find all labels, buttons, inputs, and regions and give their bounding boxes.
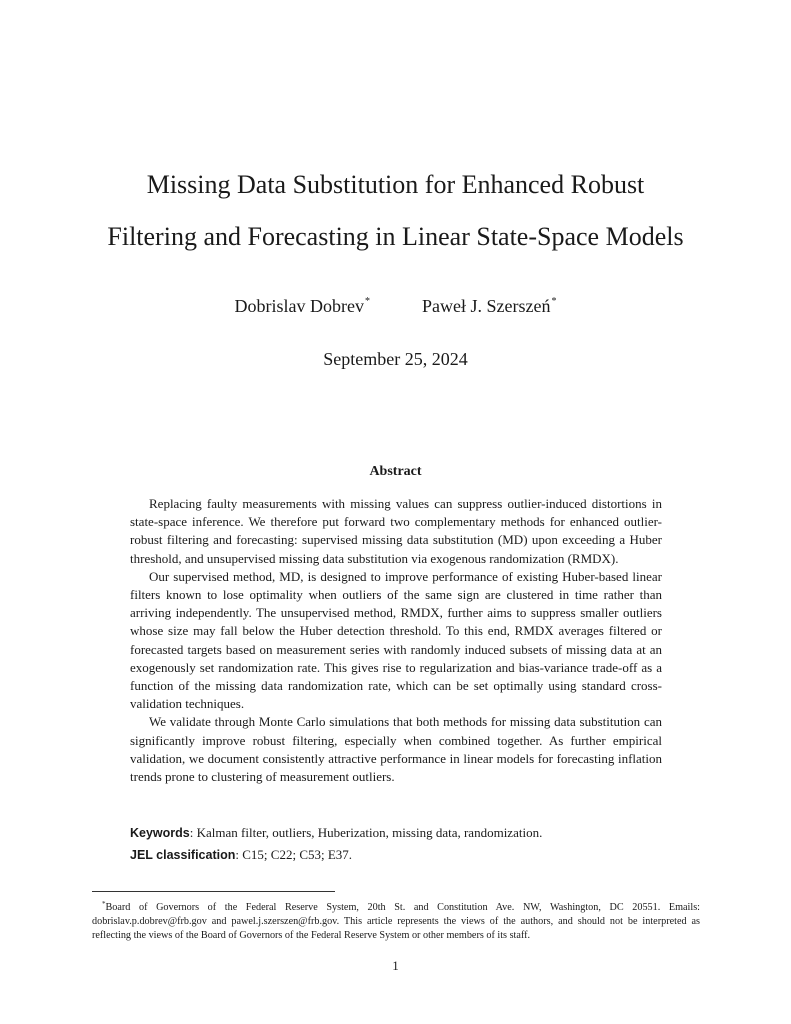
author-name: Paweł J. Szerszeń: [422, 296, 551, 316]
keywords-line: Keywords: Kalman filter, outliers, Huberization, missing data, randomization.: [130, 825, 543, 840]
paper-title-line-2: Filtering and Forecasting in Linear State-Space Models: [107, 222, 684, 251]
footnote: [92, 897, 700, 943]
keywords-block: [130, 822, 730, 866]
abstract-paragraph: We validate through Monte Carlo simulations that both methods for missing data substitution can significantly improve robust filtering, especially when combined together. As further empirical validation, we document consistently attractive performance in linear models for forecasting inflation trends prone to clustering of measurement outliers.: [130, 714, 662, 785]
footnote-paragraph: [92, 897, 700, 943]
abstract-body: [130, 495, 662, 786]
abstract-heading: Abstract: [369, 464, 422, 479]
jel-label: JEL classification: [130, 848, 236, 862]
paper-title-line-1: Missing Data Substitution for Enhanced Robust: [146, 170, 645, 199]
jel-value: C15; C22; C53; E37.: [242, 847, 353, 862]
keywords-value: Kalman filter, outliers, Huberization, missing data, randomization.: [196, 825, 543, 840]
author-footnote-mark: *: [551, 296, 557, 307]
jel-line: JEL classification: C15; C22; C53; E37.: [130, 847, 353, 862]
author-footnote-mark: *: [365, 296, 370, 307]
abstract-paragraph: Replacing faulty measurements with missing values can suppress outlier-induced distortions in state-space inference. We therefore put forward two complementary methods for enhanced outlier-robust filtering and forecasting: supervised missing data substitution (MD) upon exceeding a Huber threshold, and unsupervised missing data substitution via exogenous randomization (RMDX).: [130, 496, 662, 566]
footnote-mark: *: [102, 900, 106, 908]
keywords-label: Keywords: [130, 826, 190, 840]
author: [235, 296, 370, 317]
footnote-text: Board of Governors of the Federal Reserve System, 20th St. and Constitution Ave. NW, Washington, DC 20551. Emails: dobrislav.p.dobrev@frb.gov and pawel.j.szerszen@frb.gov. This article represents the views of the authors, and should not be interpreted as reflecting the views of the Board of Governors of the Federal Reserve System or other members of its staff.: [92, 902, 700, 941]
author: [422, 296, 556, 317]
abstract-paragraph: Our supervised method, MD, is designed to improve performance of existing Huber-based linear filters known to lose optimality when outliers of the same sign are clustered in time rather than arriving independently. The unsupervised method, RMDX, further aims to suppress smaller outliers whose size may fall below the Huber detection threshold. To this end, RMDX averages filtered or forecasted targets based on measurement series with randomly induced subsets of missing data at an exogenously set randomization rate. This gives rise to regularization and bias-variance trade-off as a function of the missing data randomization rate, which can be set optimally using standard cross-validation techniques.: [130, 568, 662, 712]
publication-date: September 25, 2024: [323, 349, 468, 369]
author-list: [0, 296, 791, 317]
page-number: 1: [392, 958, 399, 973]
author-name: Dobrislav Dobrev: [234, 296, 364, 316]
footnote-divider: [92, 891, 335, 892]
